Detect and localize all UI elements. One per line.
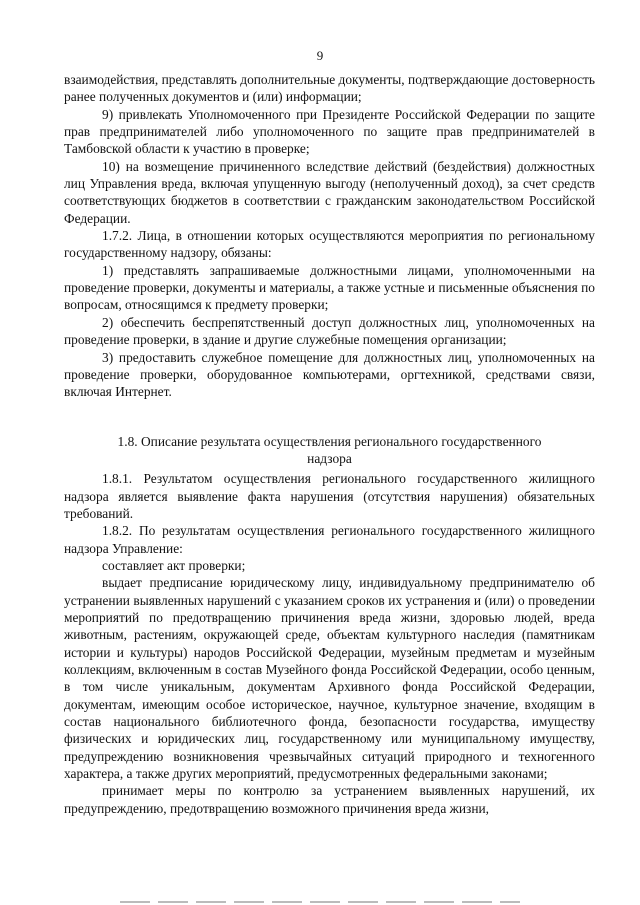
scan-edge-artifact	[120, 901, 520, 903]
paragraph-continuation: взаимодействия, представлять дополнительные документы, подтверждающие достоверность ранее полученных документов и (или) информации;	[64, 72, 595, 105]
paragraph-item-9: 9) привлекать Уполномоченного при Президенте Российской Федерации по защите прав предпринимателей либо уполномоченного по защите прав предпринимателей в Тамбовской области к участию в проверке;	[64, 106, 595, 157]
paragraph-1-7-2: 1.7.2. Лица, в отношении которых осуществляются мероприятия по региональному государственному надзору, обязаны:	[64, 228, 595, 261]
section-heading-line-1: 1.8. Описание результата осуществления регионального государственного	[117, 433, 542, 449]
paragraph-act: составляет акт проверки;	[102, 557, 246, 573]
section-heading-line-2: надзора	[307, 450, 352, 466]
paragraph-1-8-1: 1.8.1. Результатом осуществления регионального государственного жилищного надзора является выявление факта нарушения (отсутствия нарушения) обязательных требований.	[64, 471, 595, 521]
page-number: 9	[316, 48, 324, 63]
paragraph-obligation-1: 1) представлять запрашиваемые должностными лицами, уполномоченными на проведение проверки, документы и материалы, а также устные и письменные объяснения по вопросам, относящимся к предмету проверки;	[64, 262, 595, 313]
paragraph-prescription: выдает предписание юридическому лицу, индивидуальному предпринимателю об устранении выявленных нарушений с указанием сроков их устранения и (или) о проведении мероприятий по предотвращению причинения вреда жизни, здоровью людей, вреда животным, растениям, окружающей среде, объектам культурного наследия (памятникам истории и культуры) народов Российской Федерации, музейным предметам и музейным коллекциям, включенным в состав Музейного фонда Российской Федерации, особо ценным, в том числе уникальным, документам Архивного фонда Российской Федерации, документам, имеющим особое историческое, научное, культурное значение, входящим в состав национального библиотечного фонда, безопасности государства, имуществу физических и юридических лиц, государственному или муниципальному имуществу, предупреждению возникновения чрезвычайных ситуаций природного и техногенного характера, а также других мероприятий, предусмотренных федеральными законами;	[64, 575, 595, 782]
paragraph-item-10: 10) на возмещение причиненного вследствие действий (бездействия) должностных лиц Управления вреда, включая упущенную выгоду (неполученный доход), за счет средств соответствующих бюджетов в соответствии с гражданским законодательством Российской Федерации.	[64, 158, 595, 226]
paragraph-obligation-2: 2) обеспечить беспрепятственный доступ должностных лиц, уполномоченных на проведение проверки, в здание и другие служебные помещения организации;	[64, 314, 595, 348]
section-heading	[64, 433, 595, 468]
paragraph-measures: принимает меры по контролю за устранением выявленных нарушений, их предупреждению, предотвращению возможного причинения вреда жизни,	[64, 783, 595, 816]
paragraph-obligation-3: 3) предоставить служебное помещение для должностных лиц, уполномоченных на проведение проверки, оборудованное компьютерами, оргтехникой, средствами связи, включая Интернет.	[64, 349, 595, 400]
paragraph-1-8-2: 1.8.2. По результатам осуществления регионального государственного жилищного надзора Управление:	[64, 523, 595, 556]
document-body	[64, 71, 595, 817]
spacer	[64, 401, 595, 433]
